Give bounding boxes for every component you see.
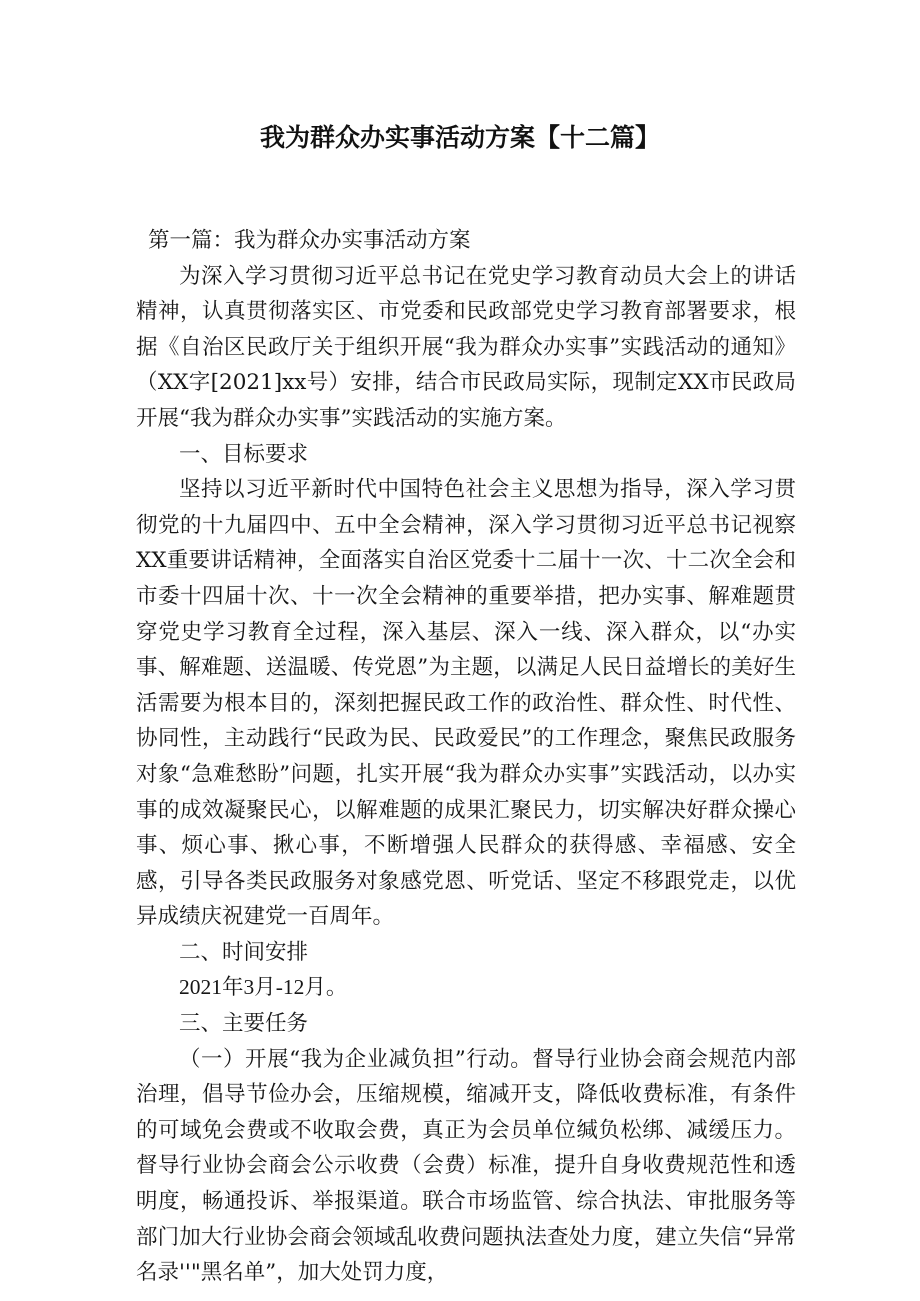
section-heading-schedule: 二、时间安排 bbox=[179, 939, 309, 965]
goals-paragraph: 坚持以习近平新时代中国特色社会主义思想为指导，深入学习贯彻党的十九届四中、五中全会精神，深入学习贯彻习近平总书记视察XX重要讲话精神，全面落实自治区党委十二届十一次、十二次全会和市委十四届十次、十一次全会精神的重要举措，把办实事、解难题贯穿党史学习教育全过程，深入基层、深入一线、深入群众，以“办实事、解难题、送温暖、传党恩”为主题，以满足人民日益增长的美好生活需要为根本目的，深刻把握民政工作的政治性、群众性、时代性、协同性，主动践行“民政为民、民政爱民”的工作理念，聚焦民政服务对象“急难愁盼”问题，扎实开展“我为群众办实事”实践活动，以办实事的成效凝聚民心，以解难题的成果汇聚民力，切实解决好群众操心事、烦心事、揪心事，不断增强人民群众的获得感、幸福感、安全感，引导各类民政服务对象感党恩、听党话、坚定不移跟党走，以优异成绩庆祝建党一百周年。 bbox=[136, 477, 796, 930]
tasks-item-1-paragraph: （一）开展“我为企业减负担”行动。督导行业协会商会规范内部治理，倡导节俭办会，压缩规模，缩减开支，降低收费标准，有条件的可域免会费或不收取会费，真正为会员单位缄负松绑、减缓压力。督导行业协会商会公示收费（会费）标准，提升自身收费规范性和透明度，畅通投诉、举报渠道。联合市场监管、综合执法、审批服务等部门加大行业协会商会领域乱收费问题执法查处力度，建立失信“异常名录''"黑名单”，加大处罚力度， bbox=[136, 1046, 796, 1286]
document-body bbox=[136, 223, 796, 1291]
schedule-paragraph: 2021年3月-12月。 bbox=[179, 975, 348, 1000]
section-heading-goals: 一、目标要求 bbox=[179, 441, 309, 467]
document-title: 我为群众办实事活动方案【十二篇】 bbox=[259, 123, 660, 152]
part-heading: 第一篇：我为群众办实事活动方案 bbox=[148, 228, 471, 253]
intro-paragraph: 为深入学习贯彻习近平总书记在党史学习教育动员大会上的讲话精神，认真贯彻落实区、市党委和民政部党史学习教育部署要求，根据《自治区民政厅关于组织开展“我为群众办实事”实践活动的通知》（XX字[2021]xx号）安排，结合市民政局实际，现制定XX市民政局开展“我为群众办实事”实践活动的实施方案。 bbox=[136, 263, 796, 431]
section-heading-tasks: 三、主要任务 bbox=[179, 1011, 309, 1037]
